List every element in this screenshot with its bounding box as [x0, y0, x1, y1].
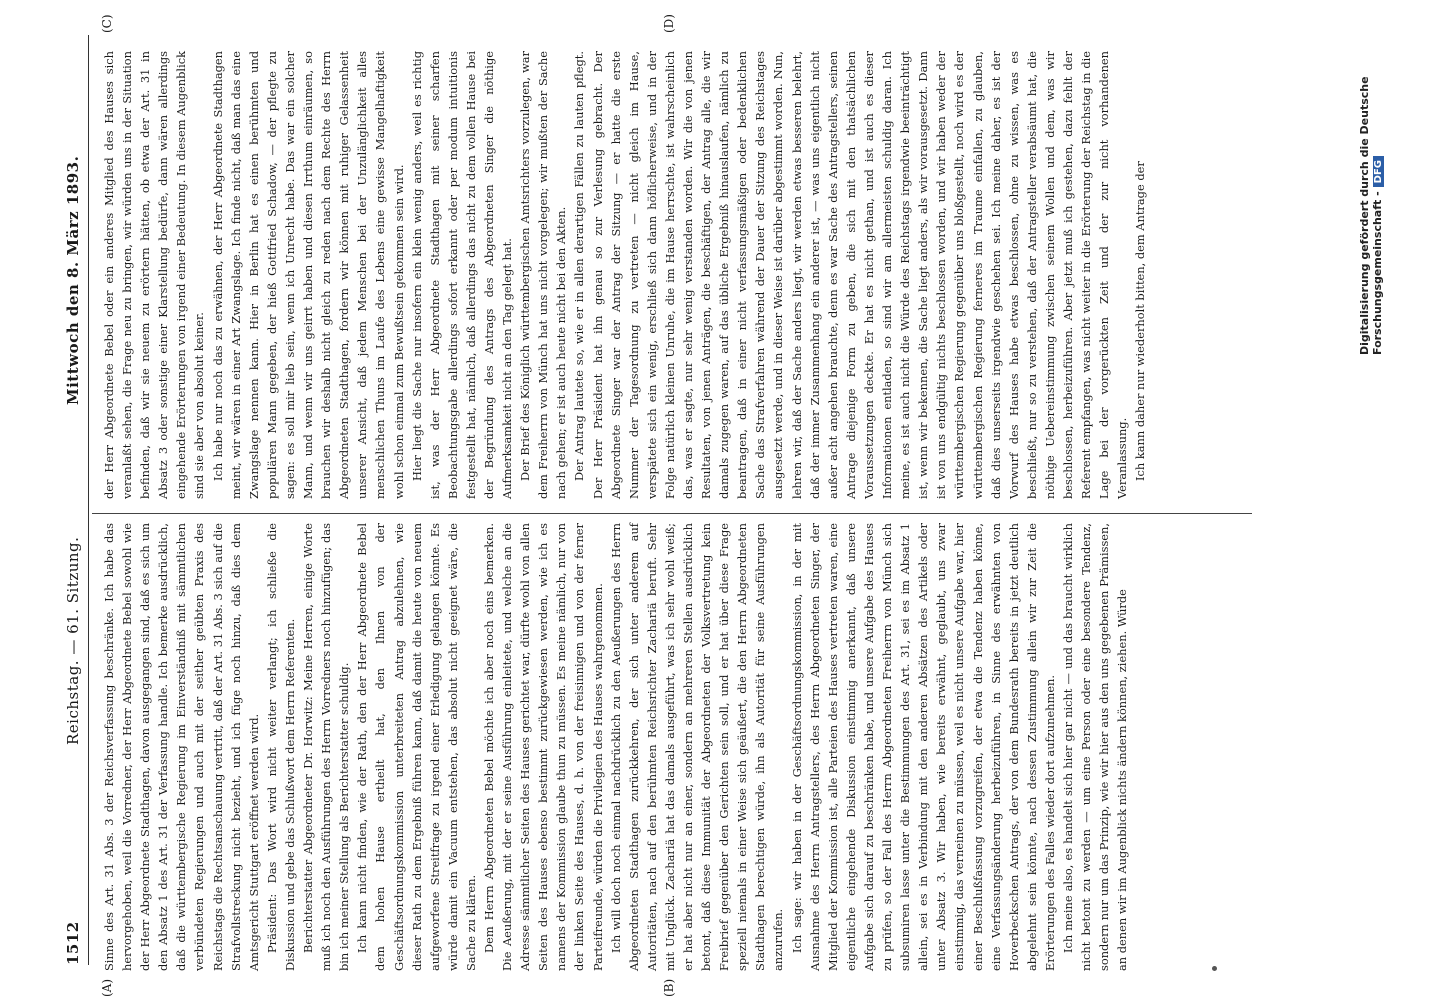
page-header — [62, 35, 89, 965]
paragraph: Dem Herrn Abgeordneten Bebel möchte ich aber noch eins bemerken. Die Aeußerung, mit der er seine Ausführung einleitete, und welche an die Adresse sämmtlicher Seiten des Hauses gerichtet war, dürfte wohl von allen Seiten des Hauses ebenso bestimmt zurückgewiesen werden, wie ich es namens der Kommission glaube thun zu müssen. Es meine nämlich, nur von der linken Seite des Hauses, d. h. von der freisinnigen und von der ferner Parteifreunde, würden die Privilegien des Hauses wahrgenommen. — [481, 523, 605, 971]
left-column — [100, 523, 1140, 971]
dfg-logo: DFG — [1373, 156, 1384, 187]
digitization-credit — [1358, 5, 1384, 355]
paragraph: Ich habe nur noch das zu erwähnen, der Herr Abgeordnete Stadthagen meint, wir wären in einer Art Zwangslage. Ich finde nicht, daß man das eine Zwangslage nennen kann. Hier in Berlin hat es einen berühmten und populären Mann gegeben, der hieß Gottfried Schadow, — der pflegte zu sagen: es soll mir lieb sein, wenn ich Unrecht habe. Das war ein solcher Mann, und wenn wir uns geirrt haben und diesen Irrthum einräumen, so brauchen wir deshalb nicht gleich zu reden nach dem Rechte des Herrn Abgeordneten Stadthagen, fordern wir können mit ruhiger Gelassenheit unserer Ansicht, daß jedem Menschen bei der Unzulänglichkeit alles menschlichen Thuns im Laufe des Lebens eine gewisse Mangelhaftigkeit wohl schon einmal zum Bewußtsein gekommen sein wird. — [210, 51, 406, 499]
paragraph: Ich kann daher nur wiederholt bitten, dem Antrage der — [1133, 161, 1148, 481]
paragraph: Berichterstatter Abgeordneter Dr. Horwitz: Meine Herren, einige Worte muß ich noch den Ausführungen des Herrn Vorredners noch hinzufügen; das bin ich meiner Stellung als Berichterstatter schuldig. — [301, 523, 352, 971]
paragraph: Ich meine also, es handelt sich hier gar nicht — und das braucht wirklich nicht betont zu werden — um eine Person oder eine besondere Tendenz, sondern nur um das Prinzip, wie wir hier aus den uns gegebenen Prämissen, an denen wir im Augenblick nichts ändern können, ziehen. Würde — [1060, 523, 1130, 971]
paragraph: Hier liegt die Sache nur insofern ein klein wenig anders, weil es richtig ist, was der Herr Abgeordnete Stadthagen mit seiner scharfen Beobachtungsgabe allerdings sofort erkannt oder per modum intuitionis festgestellt hat, nämlich, daß allerdings das nicht zu dem vollen Hause bei der Begründung des Antrags des Abgeordneten Singer die nöthige Aufmerksamkeit nicht an den Tag gelegt hat. — [409, 51, 515, 499]
right-column — [100, 51, 1148, 499]
scan-speck — [1212, 966, 1217, 971]
rotated-page — [26, 5, 1406, 995]
margin-marker-b: (B) — [662, 978, 676, 997]
paragraph: Präsident: Das Wort wird nicht weiter verlangt; ich schließe die Diskussion und gebe das Schlußwort dem Herrn Referenten. — [264, 523, 297, 971]
column-divider — [92, 513, 1252, 514]
paragraph: der Herr Abgeordnete Bebel oder ein anderes Mitglied des Hauses sich veranlaßt sehen, die Frage neu zu bringen, wir würden uns in der Situation befinden, daß wir sie neuem zu erörtern hätten, ob etwa der Art. 31 in Absatz 3 oder sonstige einer Klarstellung bedürfe, dann wären allerdings eingehende Erörterungen von irgend einer Bedeutung. In diesem Augenblick sind sie aber von absolut keiner. — [102, 51, 207, 499]
paragraph: Der Brief des Königlich württembergischen Amtsrichters vorzulegen, war dem Freiherrn von Münch hat uns nicht vorgelegen; wir mußten der Sache nach gehen; er ist auch heute nicht bei den Akten. — [518, 51, 569, 499]
margin-marker-a: (A) — [100, 978, 114, 997]
paragraph: Der Antrag lautete so, wie er in allen derartigen Fällen zu lauten pflegt. Der Herr Präsident hat ihn genau so zur Verlesung gebracht. Der Abgeordnete Singer war der Antrag der Sitzung — er hatte die erste Nummer der Tagesordnung zu vertreten — nicht gleich im Hause, verspätete sich ein wenig, erschließ sich dann höflicherweise, und in der Folge natürlich kleinen Unruhe, die im Hause herrschte, ist wahrscheinlich das, was er sagte, nur sehr wenig verstanden worden. Wir die von jenen Resultaten, von jenen Anträgen, die beschäftigen, der Antrag alle, die wir damals zugegen waren, auf das übliche Ergebniß hinauslaufen, nämlich zu beantragen, daß in einer nicht verfassungsmäßigen oder bedenklichen Sache das Strafverfahren während der Dauer der Sitzung des Reichstages ausgesetzt werde, und in dieser Weise ist darüber abgestimmt worden. Nun, lehren wir, daß der Sache anders liegt, wir werden etwas besseren belehrt, daß der immer Zusammenhang ein anderer ist, — was uns eigentlich nicht außer acht angehen brauchte, denn es war Sache des Antragstellers, seinen Antrage diejenige Form zu geben, die sich mit den thatsächlichen Voraussetzungen deckte. Er hat es nicht gethan, und ist auch es dieser Informationen entladen, so sind wir am allermeisten schuldig daran. Ich meine, es ist auch nicht die Würde des Reichstags irgendwie beeinträchtigt ist, wenn wir bekennen, die Sache liegt anders, als wir vorausgesetzt. Dann ist von uns endgültig nichts beschlossen worden, und wir haben weder der württembergischen Regierung gegenüber uns bloßgestellt, noch wird es der württembergischen Regierung ferneres im Traume einfallen, zu glauben, daß dies unserseits irgendwie geschehen sei. Ich meine daher, es ist der Vorwurf des Hauses habe etwas beschlossen, ohne zu wissen, was es beschließt, nur so zu verstehen, daß der Antragsteller verabsäumt hat, die nöthige Uebereinstimmung zwischen seinem Wollen und dem, was wir beschlossen, herbeizuführen. Aber jetzt muß ich gestehen, dazu fehlt der Referent empfangen, was nicht weiter in die Erörterung der Reichstag in die Lage bei der vorgerückten Zeit und der zur nicht vorhandenen Veranlassung. — [572, 51, 1130, 499]
paragraph: Sinne des Art. 31 Abs. 3 der Reichsverfassung beschränke. Ich habe das hervorgehoben, weil die Vorredner, der Herr Abgeordnete Bebel sowohl wie der Herr Abgeordnete Stadthagen, davon ausgegangen sind, daß es sich um den Absatz 1 des Art. 31 der Verfassung handle. Ich bemerke ausdrücklich, daß die württembergische Regierung im Einverständniß mit sämmtlichen verbündeten Regierungen und auch mit der seither geübten Praxis des Reichstags die Rechtsanschauung vertritt, daß der Art. 31 Abs. 3 sich auf die Strafvollstreckung nicht bezieht, und ich füge noch hinzu, daß dies dem Amtsgericht Stuttgart eröffnet werden wird. — [102, 523, 261, 971]
margin-marker-c: (C) — [100, 14, 114, 33]
session-title: Reichstag. — 61. Sitzung. — [64, 536, 82, 745]
paragraph: Ich sage: wir haben in der Geschäftsordnungskommission, in der mit Ausnahme des Herrn Antragstellers, des Herrn Abgeordneten Singer, der Mitglied der Kommission ist, alle Parteien des Hauses vertreten waren, eine eigentliche eingehende Diskussion einstimmig anerkannt, daß unsere Aufgabe sich darauf zu beschränken habe, und unsere Aufgabe des Hauses zu prüfen, so der Fall des Herrn Abgeordneten Freiherrn von Münch sich subsumiren lasse unter die Bestimmungen des Art. 31, sei es im Absatz 1 allein, sei es in Verbindung mit den anderen Absätzen des Artikels oder unter Absatz 3. Wir haben, wie bereits erwähnt, geglaubt, uns zwar einstimmig, das verneinen zu müssen, weil es nicht unsere Aufgabe war, hier einer Beschlußfassung vorzugreifen, der etwa die Tendenz haben könne, eine Verfassungsänderung herbeizuführen, in Sinne des erwähnten von Hoverbeckschen Antrags, der von dem Bundesrath bereits in jetzt deutlich abgelehnt sein könnte, nach dessen Zustimmung allein wir zur Zeit die Erörterungen des Falles wieder dort aufzunehmen. — [789, 523, 1057, 971]
page-number: 1512 — [64, 921, 82, 965]
credit-text: Digitalisierung gefördert durch die Deutsche Forschungsgemeinschaft - — [1358, 76, 1384, 355]
margin-marker-d: (D) — [662, 14, 676, 33]
paragraph: Ich will doch noch einmal nachdrücklich zu den Aeußerungen des Herrn Abgeordneten Stadthagen zurückkehren, der sich unter anderem auf Autoritäten, nach auf den berühmten Reichsrichter Zachariä beruft. Sehr mit Unglück. Zachariä hat das damals ausgeführt, was ich sehr wohl weiß; er hat aber nicht nur an einer, sondern an mehreren Stellen ausdrücklich betont, daß diese Immunität der Abgeordneten der Volksvertretung kein Freibrief gegenüber den Gerichten sein soll, und er hat über diese Frage speziell niemals in einer Weise sich geäußert, die den Herrn Abgeordneten Stadthagen berechtigen würde, ihn als Autorität für seine Ausführungen anzurufen. — [608, 523, 786, 971]
session-date: Mittwoch den 8. März 1893. — [64, 155, 82, 405]
paragraph: Ich kann nicht finden, wie der Rath, den der Herr Abgeordnete Bebel dem hohen Hause ertheilt hat, den Ihnen von der Geschäftsordnungskommission unterbreiteten Antrag abzulehnen, wie dieser Rath zu dem Ergebniß führen kann, daß damit die heute von neuem aufgeworfene Streitfrage zu irgend einer Erledigung gelangen könnte. Es würde damit ein Vacuum entstehen, das absolut nicht geeignet wäre, die Sache zu klären. — [355, 523, 478, 971]
